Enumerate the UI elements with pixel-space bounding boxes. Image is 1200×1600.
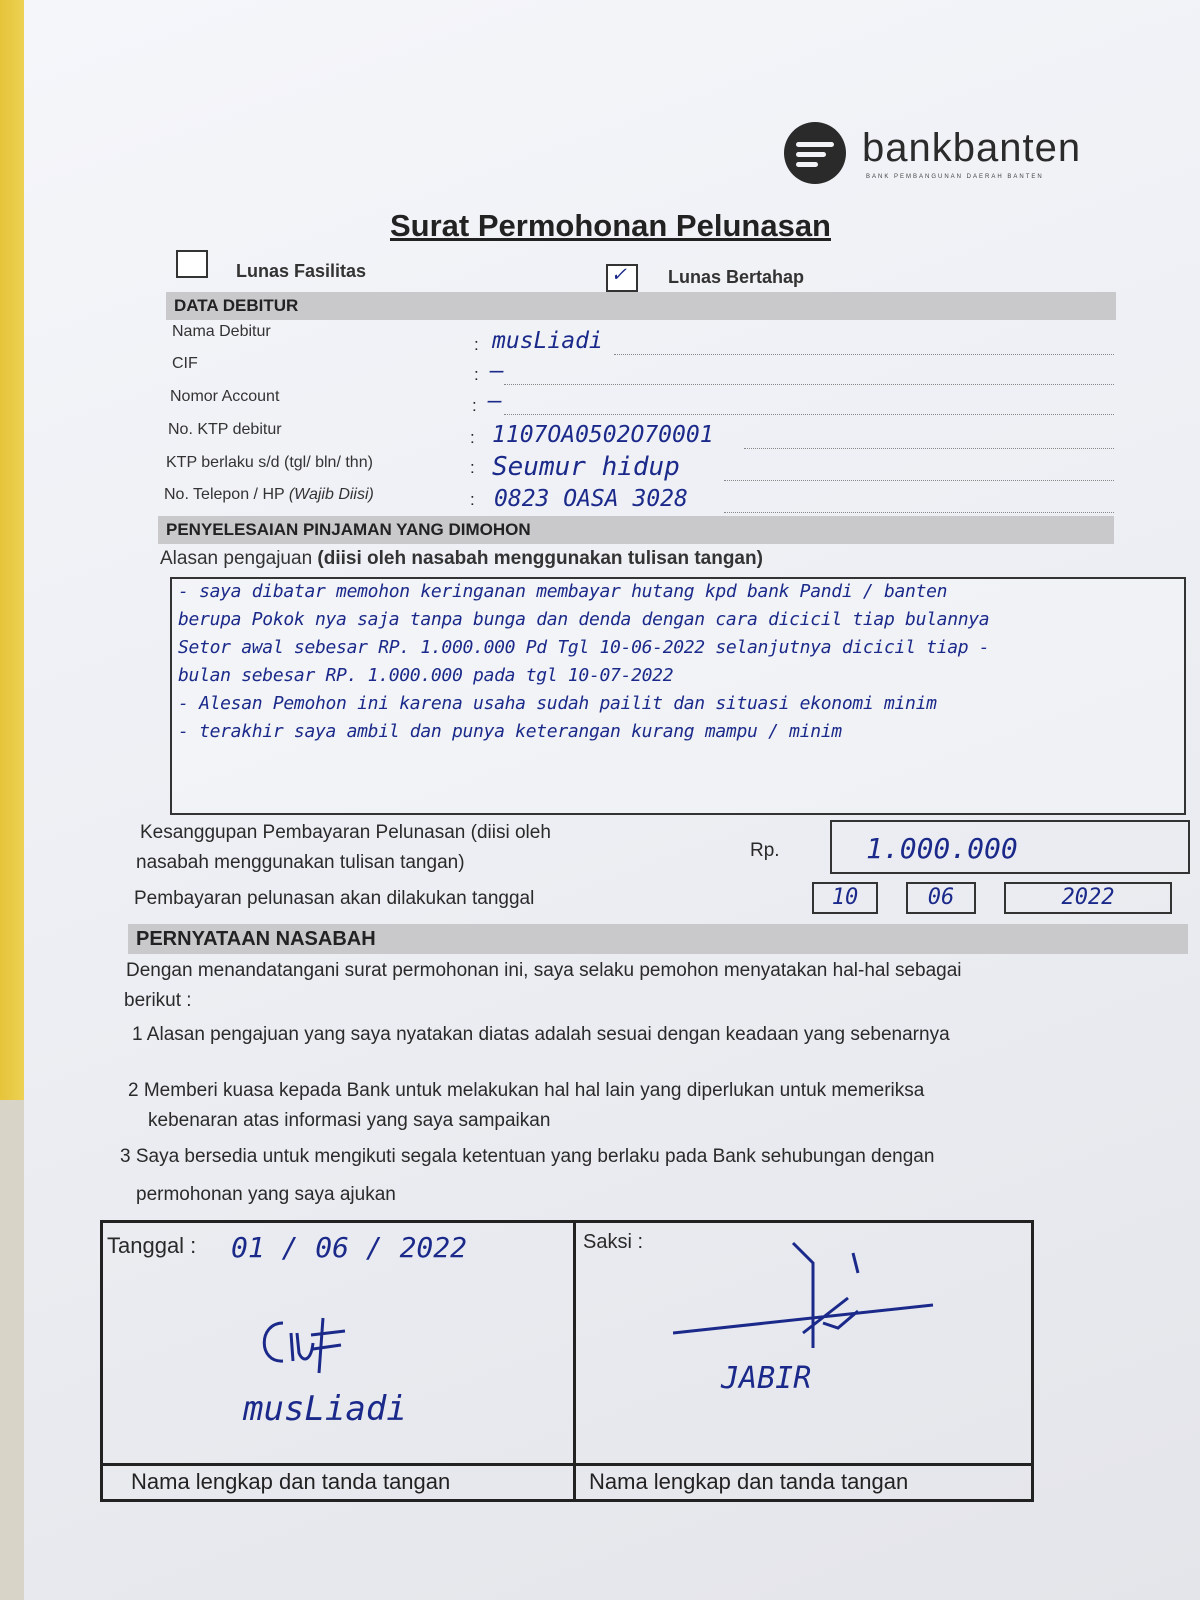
debitur-name: musLiadi — [243, 1389, 407, 1429]
reason-line: bulan sebesar RP. 1.000.000 pada tgl 10-07-2022 — [178, 665, 674, 686]
month-box[interactable]: 06 — [906, 882, 976, 914]
bank-logo-icon — [784, 122, 846, 184]
saksi-label: Saksi : — [583, 1231, 644, 1253]
document-title: Surat Permohonan Pelunasan — [390, 208, 831, 243]
colon: : — [472, 396, 477, 415]
kesanggupan-label-cont: nasabah menggunakan tulisan tangan) — [136, 852, 465, 873]
table-divider — [103, 1463, 1031, 1466]
dotted-line — [614, 354, 1114, 355]
signature-table — [100, 1220, 1034, 1502]
dotted-line — [724, 512, 1114, 513]
logo-tagline: BANK PEMBANGUNAN DAERAH BANTEN — [866, 174, 1044, 180]
colon: : — [474, 365, 479, 384]
section-data-debitur: DATA DEBITUR — [166, 292, 1116, 320]
colon: : — [470, 458, 475, 477]
alasan-note: (diisi oleh nasabah menggunakan tulisan tangan) — [317, 548, 763, 569]
day-box[interactable]: 10 — [812, 882, 878, 914]
reason-line: - terakhir saya ambil dan punya keterangan kurang mampu / minim — [178, 721, 842, 742]
tanggal-pelunasan-label: Pembayaran pelunasan akan dilakukan tanggal — [134, 888, 535, 909]
document-paper — [24, 0, 1200, 1600]
alasan-box[interactable] — [170, 577, 1186, 815]
tanggal-label: Tanggal : — [107, 1233, 197, 1258]
colon: : — [470, 490, 475, 509]
pernyataan-intro: Dengan menandatangani surat permohonan ini, saya selaku pemohon menyatakan hal-hal sebagai — [126, 960, 962, 981]
debitur-signature — [253, 1313, 393, 1383]
amount-box[interactable] — [830, 820, 1190, 874]
telepon-value[interactable]: 0823 OASA 3028 — [494, 486, 688, 512]
nomor-account-value[interactable]: – — [488, 388, 502, 414]
lunas-bertahap-checkbox[interactable] — [606, 264, 638, 292]
colon: : — [474, 335, 479, 354]
dotted-line — [724, 480, 1114, 481]
pernyataan-item-3: 3 Saya bersedia untuk mengikuti segala ketentuan yang berlaku pada Bank sehubungan dengan — [120, 1146, 935, 1167]
footer-label-left: Nama lengkap dan tanda tangan — [131, 1469, 451, 1494]
section-penyelesaian: PENYELESAIAN PINJAMAN YANG DIMOHON — [158, 516, 1114, 544]
table-divider — [573, 1223, 576, 1499]
pernyataan-item-1: 1 Alasan pengajuan yang saya nyatakan diatas adalah sesuai dengan keadaan yang sebenarnya — [132, 1024, 950, 1045]
saksi-name: JABIR — [721, 1361, 812, 1396]
lunas-fasilitas-checkbox[interactable] — [176, 250, 208, 278]
pernyataan-item-3-cont: permohonan yang saya ajukan — [136, 1184, 396, 1205]
reason-line: berupa Pokok nya saja tanpa bunga dan denda dengan cara dicicil tiap bulannya — [178, 609, 990, 630]
no-ktp-label: No. KTP debitur — [168, 421, 282, 438]
alasan-label — [160, 548, 763, 570]
reason-line: Setor awal sebesar RP. 1.000.000 Pd Tgl 10-06-2022 selanjutnya dicicil tiap - — [178, 637, 990, 658]
year-box[interactable]: 2022 — [1004, 882, 1172, 914]
pernyataan-intro-cont: berikut : — [124, 990, 192, 1011]
cif-label: CIF — [172, 355, 198, 372]
lunas-fasilitas-label: Lunas Fasilitas — [236, 261, 367, 281]
kesanggupan-label: Kesanggupan Pembayaran Pelunasan (diisi oleh — [140, 822, 551, 843]
telepon-label-text: No. Telepon / HP — [164, 486, 285, 503]
ktp-berlaku-label: KTP berlaku s/d (tgl/ bln/ thn) — [166, 454, 373, 471]
section-pernyataan: PERNYATAAN NASABAH — [128, 924, 1188, 954]
footer-label-right: Nama lengkap dan tanda tangan — [589, 1469, 909, 1494]
amount-value: 1.000.000 — [866, 832, 1018, 865]
tanggal-value[interactable]: 01 / 06 / 2022 — [231, 1231, 468, 1264]
dotted-line — [744, 448, 1114, 449]
saksi-signature — [673, 1233, 943, 1363]
lunas-bertahap-label: Lunas Bertahap — [668, 267, 805, 287]
dotted-line — [504, 414, 1114, 415]
telepon-label — [164, 486, 374, 504]
nomor-account-label: Nomor Account — [170, 388, 280, 405]
cif-value[interactable]: – — [490, 358, 504, 384]
colon: : — [470, 428, 475, 447]
pernyataan-item-2-cont: kebenaran atas informasi yang saya sampaikan — [148, 1110, 551, 1131]
nama-debitur-value[interactable]: musLiadi — [492, 328, 603, 354]
nama-debitur-label: Nama Debitur — [172, 323, 271, 340]
dotted-line — [504, 384, 1114, 385]
telepon-note: (Wajib Diisi) — [288, 486, 374, 503]
rp-label: Rp. — [750, 840, 780, 861]
no-ktp-value[interactable]: 1107OA0502O70001 — [492, 422, 714, 448]
pernyataan-item-2: 2 Memberi kuasa kepada Bank untuk melakukan hal hal lain yang diperlukan untuk memeriksa — [128, 1080, 925, 1101]
reason-line: - saya dibatar memohon keringanan membayar hutang kpd bank Pandi / banten — [178, 581, 948, 602]
alasan-label-text: Alasan pengajuan — [160, 548, 313, 569]
ktp-berlaku-value[interactable]: Seumur hidup — [492, 452, 680, 482]
logo-wordmark: bankbanten — [862, 126, 1082, 170]
checkmark-icon: ✓ — [612, 262, 626, 287]
reason-line: - Alesan Pemohon ini karena usaha sudah pailit dan situasi ekonomi minim — [178, 693, 937, 714]
